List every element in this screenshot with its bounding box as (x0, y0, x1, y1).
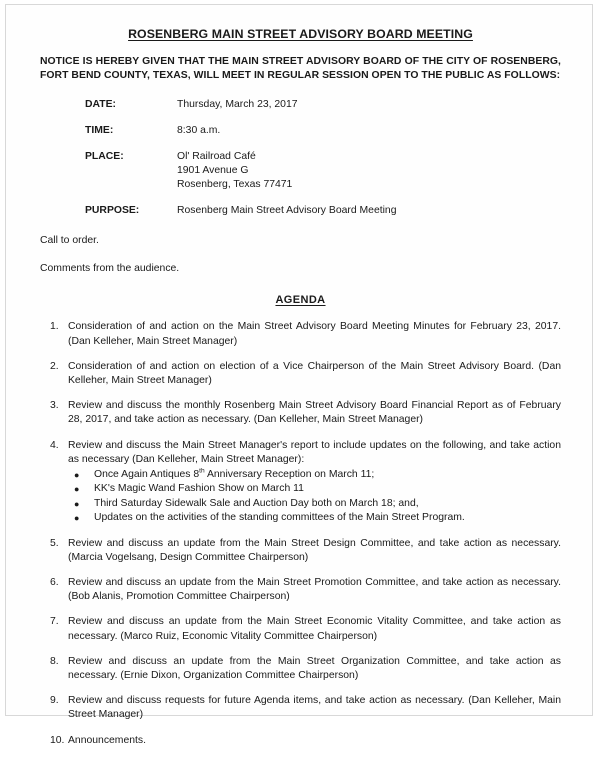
agenda-item-4-bullet-3-text (94, 497, 561, 511)
agenda-item-6 (40, 576, 561, 604)
agenda-item-text-8: Review and discuss an update from the Main Street Organization Committee, and take action as necessary. (Ernie Dixon, Organization Committee Chairperson) (68, 655, 561, 682)
agenda-item-body-3 (68, 399, 561, 427)
document-content (40, 19, 561, 759)
notice-paragraph: NOTICE IS HEREBY GIVEN THAT THE MAIN STREET ADVISORY BOARD OF THE CITY OF ROSENBERG, FORT BEND COUNTY, TEXAS, WILL MEET IN REGULAR SESSION OPEN TO THE PUBLIC AS FOLLOWS: (40, 56, 561, 82)
agenda-item-number-1: 1. (50, 321, 59, 333)
agenda-item-body-9 (68, 694, 561, 722)
meeting-details (85, 98, 561, 218)
agenda-item-8 (40, 655, 561, 683)
agenda-item-body-5 (68, 537, 561, 565)
detail-value-time (177, 124, 220, 138)
detail-value-place-line-3: Rosenberg, Texas 77471 (177, 179, 293, 191)
bullet-3-prefix: Third Saturday Sidewalk Sale and Auction Day both on March 18; and, (94, 497, 419, 509)
agenda-item-10 (40, 734, 561, 748)
agenda-item-body-4 (68, 439, 561, 526)
detail-value-place-line-1: Ol' Railroad Café (177, 151, 256, 163)
document-title (40, 27, 561, 41)
agenda-item-body-8 (68, 655, 561, 683)
bullet-1-superscript: th (199, 467, 205, 475)
agenda-item-4-bullet-3 (74, 497, 561, 511)
bullet-dot-icon: ● (74, 498, 80, 509)
detail-value-time-line-1: 8:30 a.m. (177, 125, 221, 137)
agenda-item-4-bullet-2-text (94, 482, 561, 496)
document-page (5, 4, 593, 746)
detail-label-time: TIME: (85, 125, 114, 137)
detail-value-place (177, 150, 292, 192)
agenda-item-4-bullet-1-text (94, 468, 561, 482)
bullet-dot-icon: ● (74, 484, 80, 495)
agenda-item-body-2 (68, 360, 561, 388)
bullet-1-prefix: Once Again Antiques 8 (94, 469, 200, 481)
agenda-item-5 (40, 537, 561, 565)
agenda-item-number-4: 4. (50, 439, 59, 451)
agenda-item-number-9: 9. (50, 695, 59, 707)
agenda-item-number-5: 5. (50, 537, 59, 549)
detail-row-place (85, 150, 561, 192)
agenda-item-text-6: Review and discuss an update from the Main Street Promotion Committee, and take action as necessary. (Bob Alanis, Promotion Committee Chairperson) (68, 577, 561, 603)
agenda-list (40, 320, 561, 747)
agenda-item-number-10: 10. (50, 734, 65, 746)
agenda-item-text-2: Consideration of and action on election of a Vice Chairperson of the Main Street Advisory Board. (Dan Kelleher, Main Street Manager) (68, 360, 561, 387)
agenda-item-4-bullet-4-text (94, 511, 561, 525)
agenda-heading (40, 294, 561, 306)
agenda-item-text-10: Announcements. (68, 734, 146, 746)
agenda-item-body-1 (68, 320, 561, 348)
agenda-item-9 (40, 694, 561, 722)
detail-row-purpose (85, 204, 561, 218)
bullet-dot-icon: ● (74, 513, 80, 524)
agenda-item-text-1: Consideration of and action on the Main Street Advisory Board Meeting Minutes for February 23, 2017. (Dan Kelleher, Main Street Manager) (68, 321, 561, 347)
agenda-item-1 (40, 320, 561, 348)
bullet-4-prefix: Updates on the activities of the standing committees of the Main Street Program. (94, 512, 465, 524)
detail-value-purpose (177, 204, 396, 218)
detail-label-date: DATE: (85, 99, 116, 111)
agenda-item-4-bullet-2 (74, 482, 561, 496)
agenda-item-4-bullet-1 (74, 468, 561, 482)
call-to-order-text: Call to order. (40, 235, 99, 247)
agenda-item-body-6 (68, 576, 561, 604)
detail-value-date-line-1: Thursday, March 23, 2017 (177, 99, 298, 111)
agenda-item-number-6: 6. (50, 577, 59, 589)
detail-value-place-line-2: 1901 Avenue G (177, 165, 249, 177)
agenda-item-3 (40, 399, 561, 427)
agenda-item-text-7: Review and discuss an update from the Main Street Economic Vitality Committee, and take action as necessary. (Marco Ruiz, Economic Vitality Committee Chairperson) (68, 616, 561, 642)
agenda-item-body-10 (68, 734, 561, 748)
agenda-item-number-8: 8. (50, 655, 59, 667)
detail-label-place: PLACE: (85, 151, 124, 163)
detail-label-purpose: PURPOSE: (85, 205, 140, 217)
agenda-item-4 (40, 439, 561, 526)
detail-row-date (85, 98, 561, 112)
agenda-item-body-7 (68, 615, 561, 643)
agenda-item-text-4: Review and discuss the Main Street Manager's report to include updates on the following, and take action as necessary (Dan Kelleher, Main Street Manager): (68, 439, 561, 465)
document-title-text: ROSENBERG MAIN STREET ADVISORY BOARD MEETING (128, 27, 473, 41)
agenda-item-text-5: Review and discuss an update from the Main Street Design Committee, and take action as necessary. (Marcia Vogelsang, Design Committee Chairperson) (68, 537, 561, 563)
bullet-dot-icon: ● (74, 470, 80, 481)
comments-from-audience-text: Comments from the audience. (40, 263, 180, 275)
detail-row-time (85, 124, 561, 138)
agenda-item-number-2: 2. (50, 360, 59, 372)
detail-value-purpose-line-1: Rosenberg Main Street Advisory Board Meeting (177, 205, 397, 217)
agenda-item-4-bullets (68, 468, 561, 526)
agenda-heading-text: AGENDA (275, 294, 326, 307)
agenda-item-number-7: 7. (50, 616, 59, 628)
agenda-item-number-3: 3. (50, 400, 59, 412)
agenda-item-7 (40, 615, 561, 643)
detail-value-date (177, 98, 298, 112)
bullet-1-suffix: Anniversary Reception on March 11; (204, 469, 375, 481)
agenda-item-2 (40, 360, 561, 388)
bullet-2-prefix: KK's Magic Wand Fashion Show on March 11 (94, 483, 304, 495)
agenda-item-text-9: Review and discuss requests for future Agenda items, and take action as necessary. (Dan Kelleher, Main Street Manager) (68, 695, 561, 721)
agenda-item-4-bullet-4 (74, 511, 561, 525)
agenda-item-text-3: Review and discuss the monthly Rosenberg Main Street Advisory Board Financial Report as of February 28, 2017, and take action as necessary. (Dan Kelleher, Main Street Manager) (68, 400, 561, 426)
